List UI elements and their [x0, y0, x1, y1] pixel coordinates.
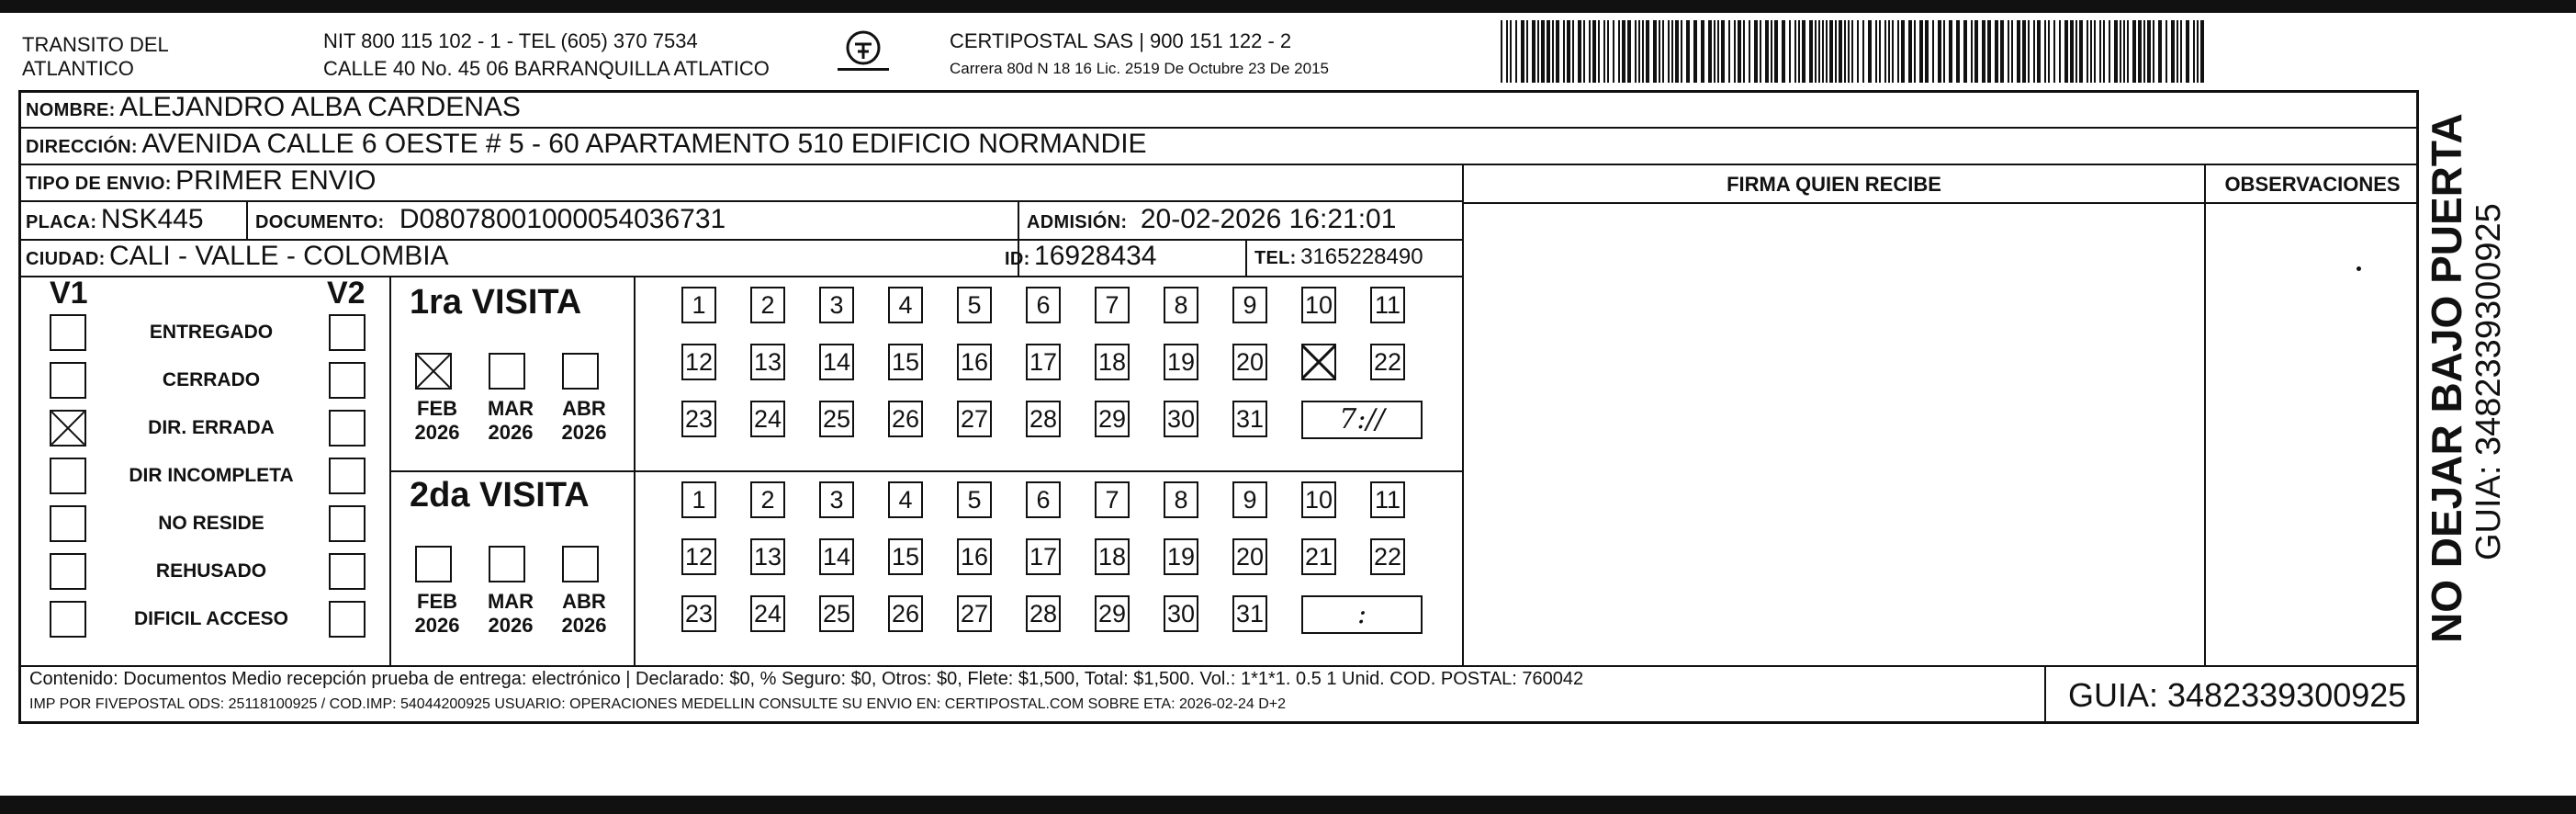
day-box[interactable]: 30 — [1164, 595, 1198, 632]
day-box[interactable]: 12 — [681, 538, 716, 575]
tipo-envio-label: TIPO DE ENVIO: — [26, 174, 172, 194]
month-label: MAR — [487, 397, 534, 420]
status-label: DIR INCOMPLETA — [129, 465, 294, 486]
month-label: MAR — [487, 590, 534, 613]
bottom-border-bar — [0, 796, 2576, 814]
day-box[interactable]: 28 — [1026, 401, 1061, 437]
footer-content: Contenido: Documentos Medio recepción prueba de entrega: electrónico | Declarado: $0, % Seguro: $0, Otros: $0, Flete: $1,500, Total: $1,500. Vol.: 1*1*1. 0.5 1 Unid. COD. POSTAL: 760042 — [29, 669, 1584, 689]
year-label: 2026 — [488, 421, 534, 444]
day-box[interactable]: 5 — [957, 481, 992, 518]
day-box[interactable]: 14 — [819, 538, 854, 575]
top-border-bar — [0, 0, 2576, 13]
day-box[interactable]: 29 — [1095, 595, 1130, 632]
day-box[interactable]: 17 — [1026, 344, 1061, 380]
day-box[interactable]: 2 — [750, 481, 785, 518]
day-box[interactable]: 23 — [681, 401, 716, 437]
day-box[interactable]: 18 — [1095, 344, 1130, 380]
status-label: CERRADO — [162, 369, 261, 390]
month-label: FEB — [417, 590, 457, 613]
v1-checkbox[interactable] — [50, 314, 86, 351]
day-box[interactable]: 19 — [1164, 344, 1198, 380]
day-box[interactable]: 15 — [888, 344, 923, 380]
v2-checkbox[interactable] — [329, 410, 366, 447]
recipient-name: ALEJANDRO ALBA CARDENAS — [119, 92, 521, 122]
day-box[interactable]: 12 — [681, 344, 716, 380]
documento: D08078001000054036731 — [399, 204, 726, 234]
v1-checkbox[interactable] — [50, 410, 86, 447]
v1-checkbox[interactable] — [50, 458, 86, 494]
day-box[interactable]: 25 — [819, 401, 854, 437]
day-box[interactable]: 21 — [1301, 538, 1336, 575]
status-label: ENTREGADO — [149, 322, 274, 343]
day-box[interactable]: 24 — [750, 595, 785, 632]
recipient-address: AVENIDA CALLE 6 OESTE # 5 - 60 APARTAMENTO 510 EDIFICIO NORMANDIE — [141, 129, 1147, 159]
day-box[interactable]: 22 — [1370, 538, 1405, 575]
admision-label: ADMISIÓN: — [1027, 212, 1128, 232]
sender-address: CALLE 40 No. 45 06 BARRANQUILLA ATLATICO — [323, 57, 770, 80]
month-label: ABR — [562, 590, 606, 613]
day-box[interactable]: 23 — [681, 595, 716, 632]
day-box[interactable]: 19 — [1164, 538, 1198, 575]
day-box[interactable]: 1 — [681, 287, 716, 323]
carrier-name: CERTIPOSTAL SAS | 900 151 122 - 2 — [950, 29, 1292, 52]
month-label: ABR — [562, 397, 606, 420]
v2-checkbox[interactable] — [329, 314, 366, 351]
day-box[interactable]: 13 — [750, 344, 785, 380]
status-label: DIFICIL ACCESO — [133, 608, 288, 629]
v1-checkbox[interactable] — [50, 601, 86, 638]
year-label: 2026 — [414, 421, 460, 444]
day-box[interactable]: 3 — [819, 287, 854, 323]
day-box[interactable]: 29 — [1095, 401, 1130, 437]
day-box[interactable]: 17 — [1026, 538, 1061, 575]
month-checkbox[interactable] — [415, 546, 452, 582]
status-label: DIR. ERRADA — [148, 417, 275, 438]
month-checkbox[interactable] — [489, 546, 525, 582]
direccion-label: DIRECCIÓN: — [26, 137, 138, 157]
v1-header: V1 — [50, 276, 88, 311]
day-box[interactable]: 7 — [1095, 481, 1130, 518]
recipient-id: 16928434 — [1034, 241, 1157, 271]
day-box[interactable]: 26 — [888, 401, 923, 437]
company-name: TRANSITO DEL ATLANTICO — [22, 33, 169, 80]
day-box[interactable]: 25 — [819, 595, 854, 632]
day-box[interactable]: 3 — [819, 481, 854, 518]
day-box[interactable]: 26 — [888, 595, 923, 632]
day-box[interactable]: 18 — [1095, 538, 1130, 575]
id-label: ID: — [1005, 249, 1030, 269]
documento-label: DOCUMENTO: — [255, 212, 385, 232]
v2-checkbox[interactable] — [329, 458, 366, 494]
barcode — [1501, 20, 2208, 83]
recipient-tel: 3165228490 — [1300, 244, 1423, 269]
certipostal-logo — [830, 28, 896, 81]
day-box[interactable]: 20 — [1232, 538, 1267, 575]
v2-checkbox[interactable] — [329, 601, 366, 638]
year-label: 2026 — [561, 614, 607, 637]
v2-checkbox[interactable] — [329, 505, 366, 542]
day-box[interactable]: 8 — [1164, 481, 1198, 518]
day-box[interactable]: 15 — [888, 538, 923, 575]
status-label: NO RESIDE — [158, 513, 264, 534]
day-box[interactable]: 10 — [1301, 287, 1336, 323]
admision-date: 20-02-2026 16:21:01 — [1140, 204, 1397, 234]
time-box[interactable]: : — [1301, 595, 1423, 634]
v1-checkbox[interactable] — [50, 553, 86, 590]
month-checkbox[interactable] — [489, 353, 525, 390]
side-warning: NO DEJAR BAJO PUERTA — [2423, 113, 2470, 643]
day-box[interactable]: 5 — [957, 287, 992, 323]
placa: NSK445 — [100, 204, 204, 234]
day-box[interactable]: 11 — [1370, 287, 1405, 323]
month-label: FEB — [417, 397, 457, 420]
month-checkbox[interactable] — [562, 546, 599, 582]
day-box[interactable]: 16 — [957, 344, 992, 380]
ciudad: CALI - VALLE - COLOMBIA — [109, 241, 449, 271]
v1-checkbox[interactable] — [50, 362, 86, 399]
visit2-title: 2da VISITA — [410, 476, 590, 514]
observaciones-header: OBSERVACIONES — [2224, 173, 2401, 196]
footer-imp: IMP POR FIVEPOSTAL ODS: 25118100925 / COD.IMP: 54044200925 USUARIO: OPERACIONES MEDELLIN CONSULTE SU ENVIO EN: CERTIPOSTAL.COM SOBRE ETA: 2026-02-24 D+2 — [29, 696, 1287, 712]
time-box[interactable]: 7:// — [1301, 401, 1423, 439]
year-label: 2026 — [414, 614, 460, 637]
firma-header: FIRMA QUIEN RECIBE — [1727, 173, 1941, 196]
day-box[interactable]: 9 — [1232, 287, 1267, 323]
observation-mark — [2357, 266, 2361, 271]
day-box[interactable]: 20 — [1232, 344, 1267, 380]
day-box[interactable]: 8 — [1164, 287, 1198, 323]
day-box[interactable]: 14 — [819, 344, 854, 380]
tel-label: TEL: — [1254, 248, 1297, 268]
day-box[interactable]: 13 — [750, 538, 785, 575]
day-box[interactable]: 6 — [1026, 287, 1061, 323]
day-box[interactable]: 7 — [1095, 287, 1130, 323]
carrier-license: Carrera 80d N 18 16 Lic. 2519 De Octubre 23 De 2015 — [950, 60, 1329, 77]
footer-guia: GUIA: 3482339300925 — [2068, 676, 2407, 714]
nit-phone: NIT 800 115 102 - 1 - TEL (605) 370 7534 — [323, 29, 698, 52]
ciudad-label: CIUDAD: — [26, 249, 106, 269]
day-box[interactable] — [1301, 344, 1336, 380]
visit1-title: 1ra VISITA — [410, 283, 582, 322]
day-box[interactable]: 31 — [1232, 595, 1267, 632]
day-box[interactable]: 28 — [1026, 595, 1061, 632]
v2-header: V2 — [327, 276, 366, 311]
v2-checkbox[interactable] — [329, 362, 366, 399]
placa-label: PLACA: — [26, 212, 97, 232]
status-label: REHUSADO — [155, 560, 267, 582]
v1-checkbox[interactable] — [50, 505, 86, 542]
v2-checkbox[interactable] — [329, 553, 366, 590]
year-label: 2026 — [488, 614, 534, 637]
day-box[interactable]: 2 — [750, 287, 785, 323]
day-box[interactable]: 6 — [1026, 481, 1061, 518]
day-box[interactable]: 24 — [750, 401, 785, 437]
day-box[interactable]: 4 — [888, 481, 923, 518]
day-box[interactable]: 31 — [1232, 401, 1267, 437]
day-box[interactable]: 30 — [1164, 401, 1198, 437]
day-box[interactable]: 10 — [1301, 481, 1336, 518]
month-checkbox[interactable] — [415, 353, 452, 390]
day-box[interactable]: 27 — [957, 595, 992, 632]
year-label: 2026 — [561, 421, 607, 444]
day-box[interactable]: 1 — [681, 481, 716, 518]
day-box[interactable]: 27 — [957, 401, 992, 437]
day-box[interactable]: 4 — [888, 287, 923, 323]
day-box[interactable]: 16 — [957, 538, 992, 575]
day-box[interactable]: 11 — [1370, 481, 1405, 518]
nombre-label: NOMBRE: — [26, 100, 116, 120]
tipo-envio: PRIMER ENVIO — [175, 165, 377, 196]
month-checkbox[interactable] — [562, 353, 599, 390]
side-guia: GUIA: 3482339300925 — [2469, 203, 2508, 560]
day-box[interactable]: 9 — [1232, 481, 1267, 518]
day-box[interactable]: 22 — [1370, 344, 1405, 380]
